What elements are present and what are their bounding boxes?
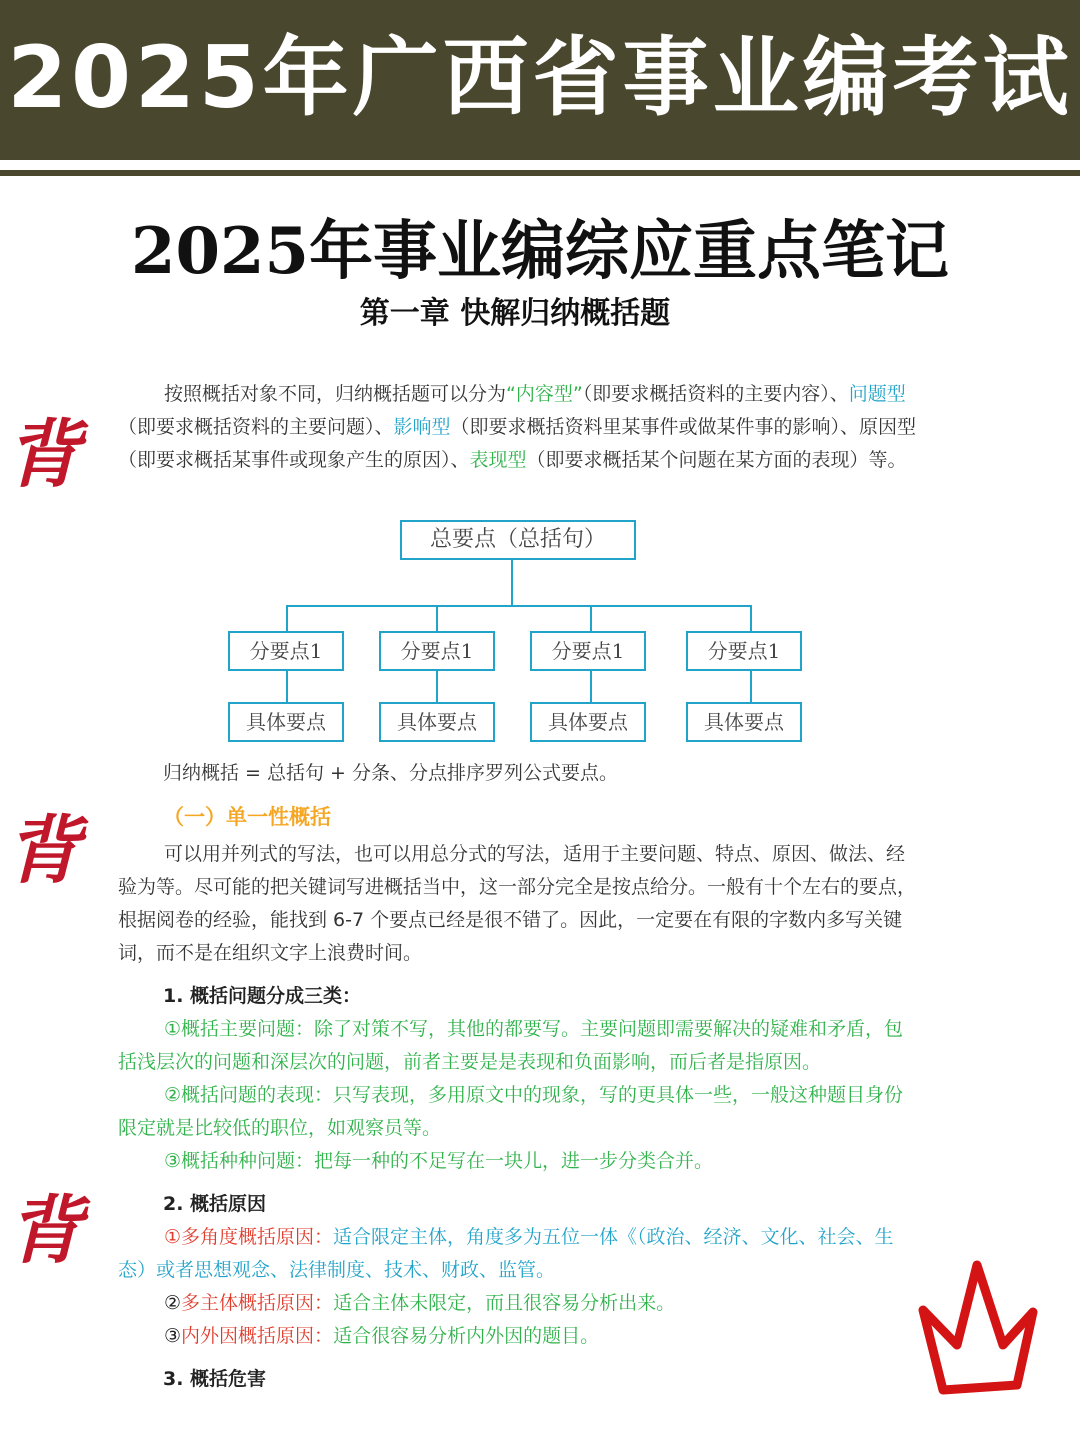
item-text: ③概括种种问题：把每一种的不足写在一块儿，进一步分类合并。 [164, 1150, 714, 1172]
intro-paragraph: 按照概括对象不同，归纳概括题可以分为“内容型”（即要求概括资料的主要内容）、问题型（即要求概括资料的主要问题）、影响型（即要求概括资料里某事件或做某件事的影响）、原因型（即要求概括某事件或现象产生的原因）、表现型（即要求概括某个问题在某方面的表现）等。 [118, 383, 917, 471]
connector [286, 605, 288, 631]
section-body: 可以用并列式的写法，也可以用总分式的写法，适用于主要问题、特点、原因、做法、经验为等。尽可能的把关键词写进概括当中，这一部分完全是按点给分。一般有十个左右的要点，根据阅卷的经验，能找到 6-7 个要点已经是很不错了。因此，一定要在有限的字数内多写关键词，而不是在组织文字上浪费时间。 [118, 843, 917, 964]
connector [436, 671, 438, 702]
main-title: 2025年事业编综应重点笔记 [130, 214, 950, 289]
top-banner [0, 0, 1080, 160]
banner-title: 2025年广西省事业编考试 [7, 28, 1073, 128]
item-heading: 3. 概括危害 [163, 1368, 267, 1390]
formula-line: 归纳概括 = 总括句 + 分条、分点排序罗列公式要点。 [163, 762, 618, 784]
branch-node: 分要点1 [530, 631, 646, 671]
item-heading: 2. 概括原因 [163, 1193, 267, 1215]
connector [286, 605, 752, 607]
connector [511, 560, 513, 606]
section-heading: （一）单一性概括 [163, 805, 331, 829]
connector [590, 671, 592, 702]
item-text: ①多角度概括原因：适合限定主体，角度多为五位一体《（政治、经济、文化、社会、生态）或者思想观念、法律制度、技术、财政、监管。 [118, 1226, 894, 1281]
bei-stamp-2: 背 [6, 808, 80, 894]
leaf-node: 具体要点 [686, 702, 802, 742]
connector [436, 605, 438, 631]
item-text: ②概括问题的表现：只写表现，多用原文中的现象，写的更具体一些，一般这种题目身份限定就是比较低的职位，如观察员等。 [118, 1084, 904, 1139]
root-node: 总要点（总括句） [400, 520, 636, 560]
leaf-node: 具体要点 [379, 702, 495, 742]
bei-stamp-1: 背 [6, 412, 80, 498]
connector [750, 605, 752, 631]
crown-doodle-icon [905, 1250, 1045, 1410]
connector [286, 671, 288, 702]
item-text: ①概括主要问题：除了对策不写，其他的都要写。主要问题即需要解决的疑难和矛盾，包括浅层次的问题和深层次的问题，前者主要是是表现和负面影响，而后者是指原因。 [118, 1018, 904, 1073]
branch-node: 分要点1 [379, 631, 495, 671]
connector [750, 671, 752, 702]
leaf-node: 具体要点 [530, 702, 646, 742]
branch-node: 分要点1 [228, 631, 344, 671]
item-text: ②多主体概括原因：适合主体未限定，而且很容易分析出来。 [164, 1292, 676, 1314]
item-heading: 1. 概括问题分成三类： [163, 985, 362, 1007]
banner-divider [0, 170, 1080, 176]
branch-node: 分要点1 [686, 631, 802, 671]
connector [590, 605, 592, 631]
chapter-title: 第一章 快解归纳概括题 [359, 296, 671, 331]
leaf-node: 具体要点 [228, 702, 344, 742]
item-text: ③内外因概括原因：适合很容易分析内外因的题目。 [164, 1325, 600, 1347]
bei-stamp-3: 背 [8, 1188, 82, 1274]
